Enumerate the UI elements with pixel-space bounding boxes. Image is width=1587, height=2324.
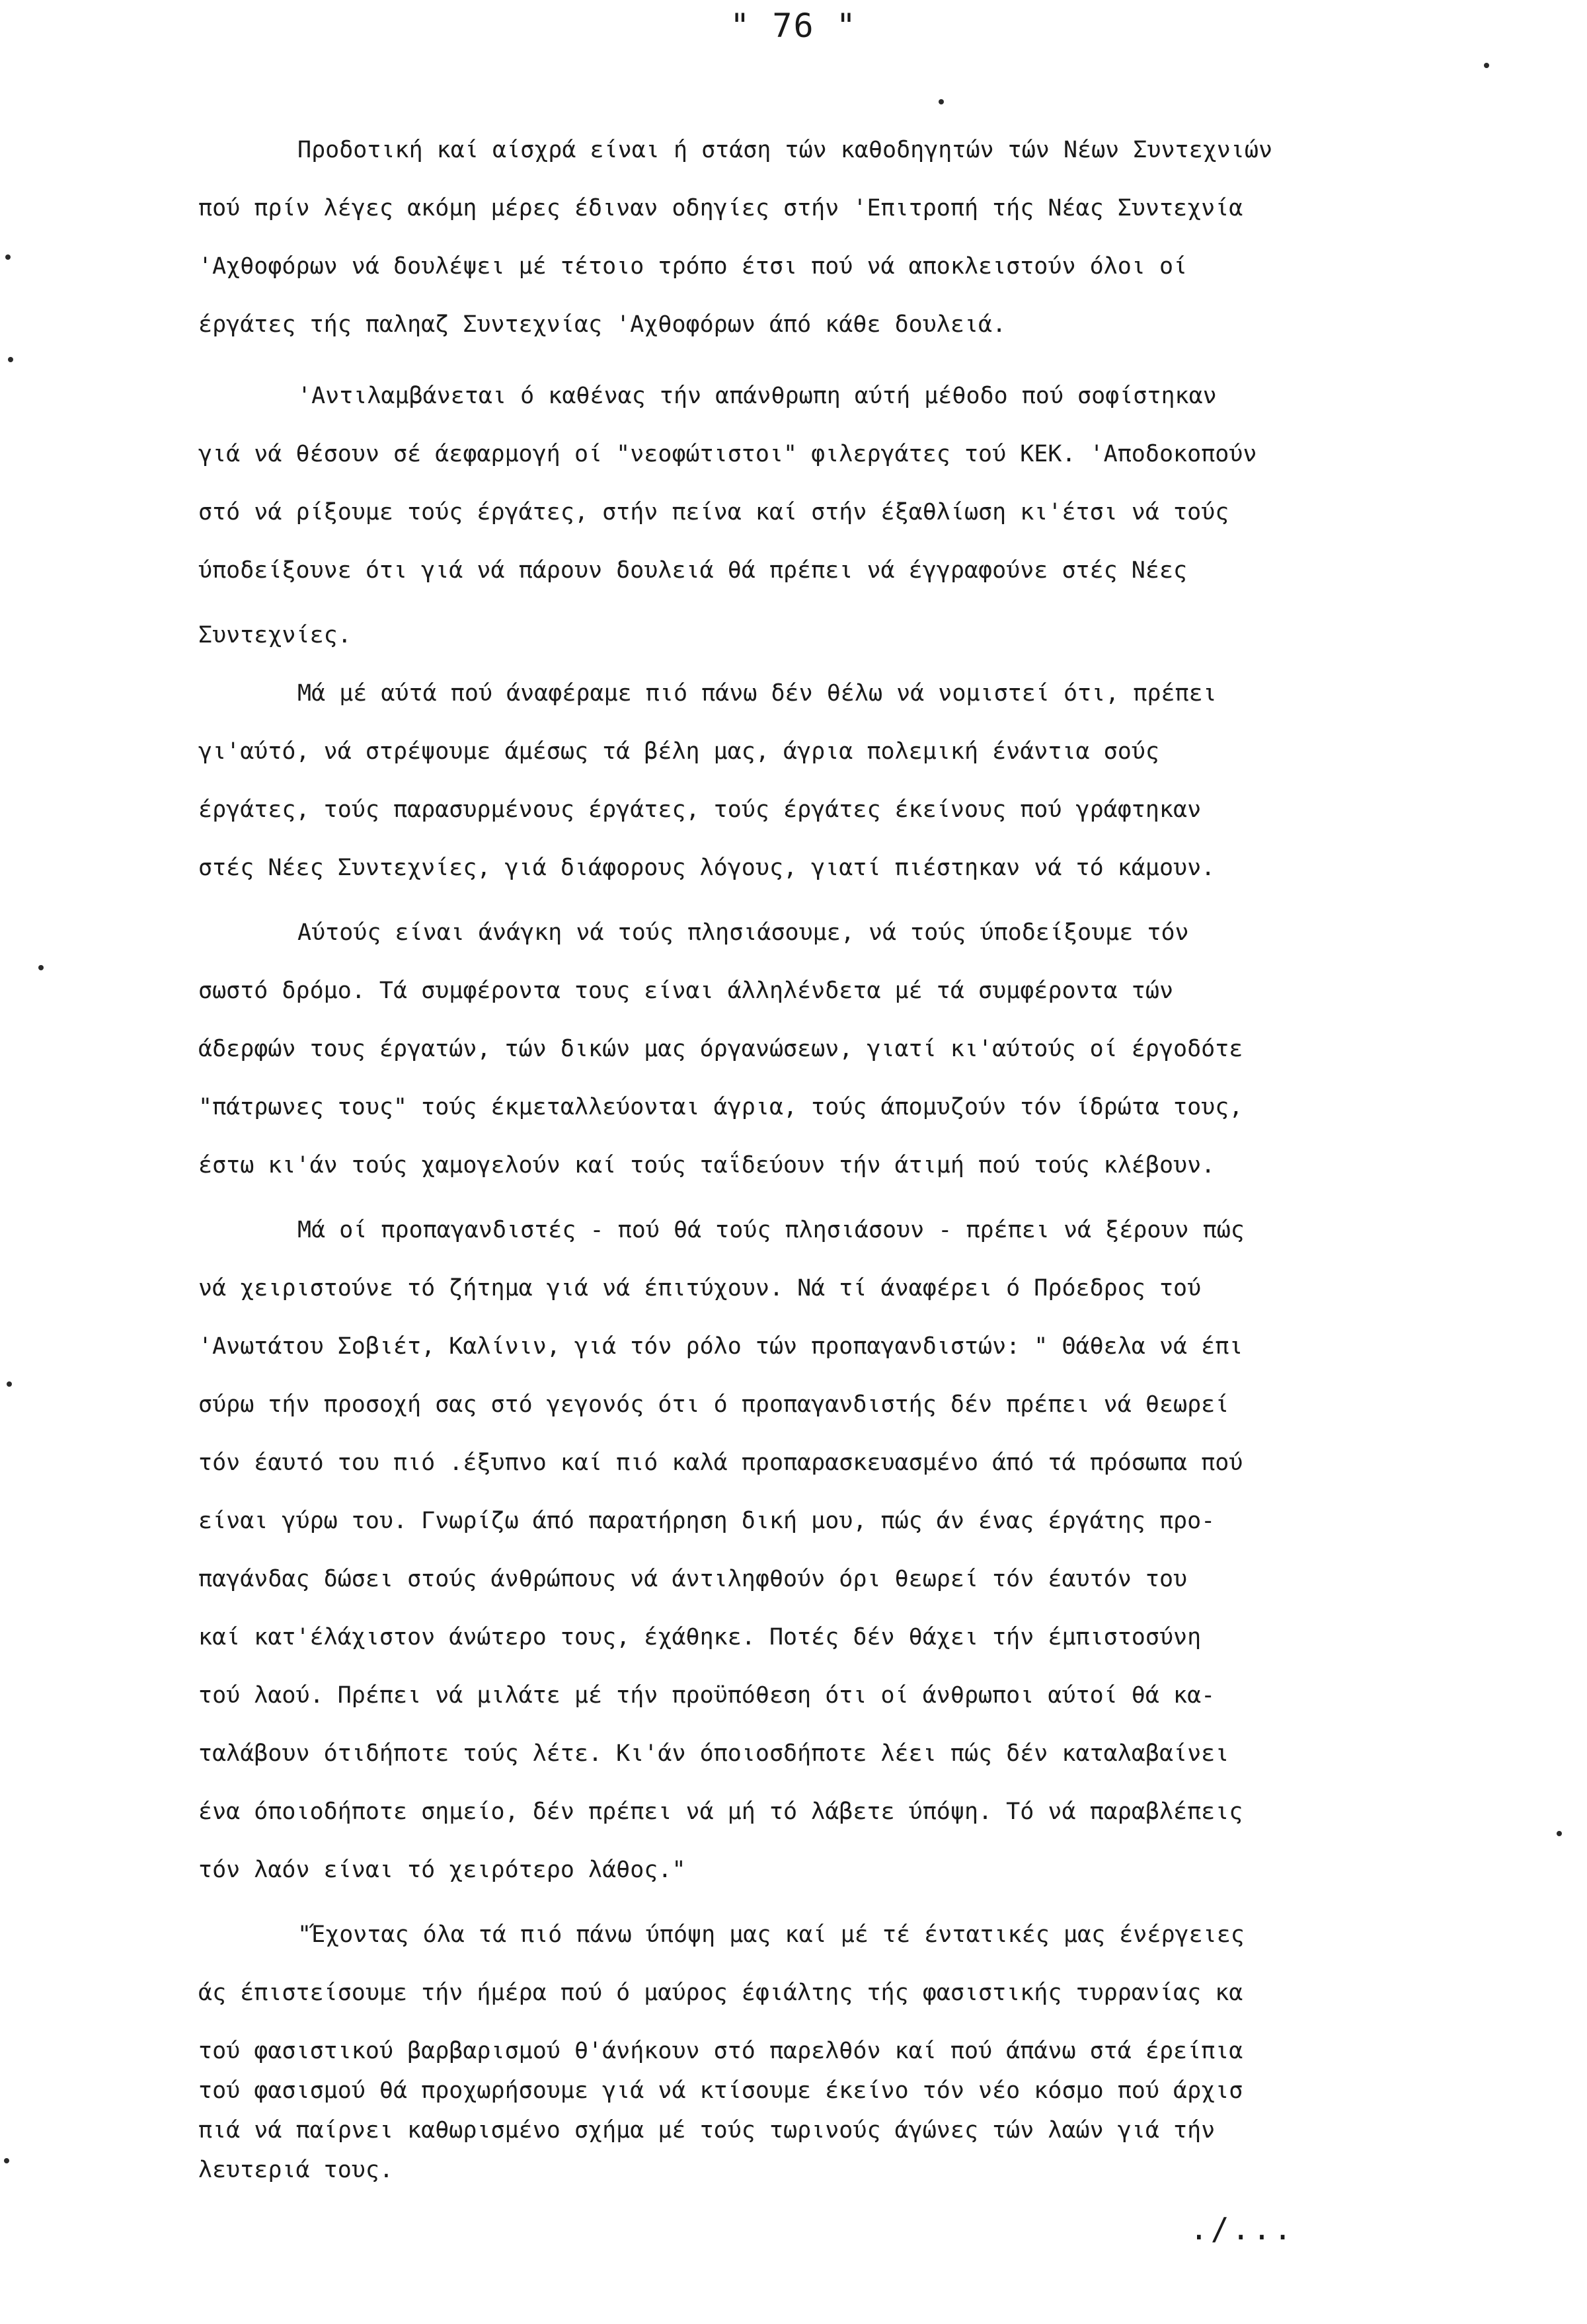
- scan-speck: [1484, 63, 1489, 68]
- text-line: έργάτες τής παληαζ Συντεχνίας 'Αχθοφόρων άπό κάθε δουλειά.: [198, 311, 1007, 338]
- scan-speck: [4, 2158, 9, 2163]
- text-line: σύρω τήν προσοχή σας στό γεγονός ότι ό προπαγανδιστής δέν πρέπει νά θεωρεί: [198, 1391, 1229, 1418]
- text-line: ταλάβουν ότιδήποτε τούς λέτε. Κι'άν όποιοσδήποτε λέει πώς δέν καταλαβαίνει: [198, 1740, 1229, 1767]
- scan-speck: [8, 357, 13, 362]
- text-line: τού φασιστικού βαρβαρισμού θ'άνήκουν στό παρελθόν καί πού άπάνω στά έρείπια: [198, 2038, 1243, 2064]
- text-line: γιά νά θέσουν σέ άεφαρμογή οί "νεοφώτιστοι" φιλεργάτες τού ΚΕΚ. 'Αποδοκοπούν: [198, 441, 1257, 467]
- text-line: είναι γύρω του. Γνωρίζω άπό παρατήρηση δική μου, πώς άν ένας έργάτης προ-: [198, 1508, 1216, 1534]
- text-line: τόν λαόν είναι τό χειρότερο λάθος.": [198, 1857, 686, 1883]
- scan-speck: [38, 965, 44, 970]
- text-line: "πάτρωνες τους" τούς έκμεταλλεύονται άγρια, τούς άπομυζούν τόν ίδρώτα τους,: [198, 1094, 1243, 1120]
- text-line: πού πρίν λέγες ακόμη μέρες έδιναν οδηγίες στήν 'Επιτροπή τής Νέας Συντεχνία: [198, 195, 1243, 221]
- scan-speck: [939, 99, 944, 104]
- text-line: Προδοτική καί αίσχρά είναι ή στάση τών καθοδηγητών τών Νέων Συντεχνιών: [297, 137, 1273, 163]
- text-line: τού λαού. Πρέπει νά μιλάτε μέ τήν προϋπόθεση ότι οί άνθρωποι αύτοί θά κα-: [198, 1682, 1216, 1709]
- text-line: καί κατ'έλάχιστον άνώτερο τους, έχάθηκε. Ποτές δέν θάχει τήν έμπιστοσύνη: [198, 1624, 1202, 1650]
- text-line: Συντεχνίες.: [198, 622, 352, 648]
- text-line: έργάτες, τούς παρασυρμένους έργάτες, τούς έργάτες έκείνους πού γράφτηκαν: [198, 796, 1202, 823]
- text-line: γι'αύτό, νά στρέψουμε άμέσως τά βέλη μας, άγρια πολεμική ένάντια σούς: [198, 738, 1159, 765]
- scan-speck: [5, 254, 11, 260]
- text-line: τού φασισμού θά προχωρήσουμε γιά νά κτίσουμε έκείνο τόν νέο κόσμο πού άρχισ: [198, 2077, 1243, 2104]
- text-line: ύποδείξουνε ότι γιά νά πάρουν δουλειά θά πρέπει νά έγγραφούνε στές Νέες: [198, 557, 1188, 584]
- text-line: άς έπιστείσουμε τήν ήμέρα πού ό μαύρος έφιάλτης τής φασιστικής τυρρανίας κα: [198, 1980, 1243, 2006]
- text-line: λευτεριά τους.: [198, 2157, 394, 2183]
- text-line: άδερφών τους έργατών, τών δικών μας όργανώσεων, γιατί κι'αύτούς οί έργοδότε: [198, 1036, 1243, 1062]
- text-line: 'Ανωτάτου Σοβιέτ, Καλίνιν, γιά τόν ρόλο τών προπαγανδιστών: " Θάθελα νά έπι: [198, 1333, 1243, 1360]
- text-line: νά χειριστούνε τό ζήτημα γιά νά έπιτύχουν. Νά τί άναφέρει ό Πρόεδρος τού: [198, 1275, 1202, 1301]
- text-line: παγάνδας δώσει στούς άνθρώπους νά άντιληφθούν όρι θεωρεί τόν έαυτόν του: [198, 1566, 1188, 1592]
- continuation-mark: ./...: [1190, 2211, 1295, 2247]
- text-line: Αύτούς είναι άνάγκη νά τούς πλησιάσουμε, νά τούς ύποδείξουμε τόν: [297, 919, 1189, 946]
- text-line: 'Αχθοφόρων νά δουλέψει μέ τέτοιο τρόπο έτσι πού νά αποκλειστούν όλοι οί: [198, 253, 1188, 280]
- text-line: πιά νά παίρνει καθωρισμένο σχήμα μέ τούς τωρινούς άγώνες τών λαών γιά τήν: [198, 2117, 1216, 2144]
- text-line: στό νά ρίξουμε τούς έργάτες, στήν πείνα καί στήν έξαθλίωση κι'έτσι νά τούς: [198, 499, 1229, 525]
- scan-speck: [1557, 1831, 1562, 1836]
- text-line: ένα όποιοδήποτε σημείο, δέν πρέπει νά μή τό λάβετε ύπόψη. Τό νά παραβλέπεις: [198, 1799, 1243, 1825]
- scan-speck: [7, 1381, 12, 1387]
- text-line: 'Αντιλαμβάνεται ό καθένας τήν απάνθρωπη αύτή μέθοδο πού σοφίστηκαν: [297, 383, 1217, 409]
- text-line: στές Νέες Συντεχνίες, γιά διάφορους λόγους, γιατί πιέστηκαν νά τό κάμουν.: [198, 855, 1216, 881]
- text-line: "Έχοντας όλα τά πιό πάνω ύπόψη μας καί μέ τέ έντατικές μας ένέργειες: [297, 1921, 1245, 1948]
- text-line: έστω κι'άν τούς χαμογελούν καί τούς ταΐδεύουν τήν άτιμή πού τούς κλέβουν.: [198, 1152, 1216, 1179]
- text-line: σωστό δρόμο. Τά συμφέροντα τους είναι άλληλένδετα μέ τά συμφέροντα τών: [198, 978, 1174, 1004]
- text-line: Μά οί προπαγανδιστές - πού θά τούς πλησιάσουν - πρέπει νά ξέρουν πώς: [297, 1217, 1245, 1243]
- text-line: Μά μέ αύτά πού άναφέραμε πιό πάνω δέν θέλω νά νομιστεί ότι, πρέπει: [297, 680, 1217, 707]
- text-line: τόν έαυτό του πιό .έξυπνο καί πιό καλά προπαρασκευασμένο άπό τά πρόσωπα πού: [198, 1450, 1243, 1476]
- page-number: " 76 ": [730, 7, 857, 45]
